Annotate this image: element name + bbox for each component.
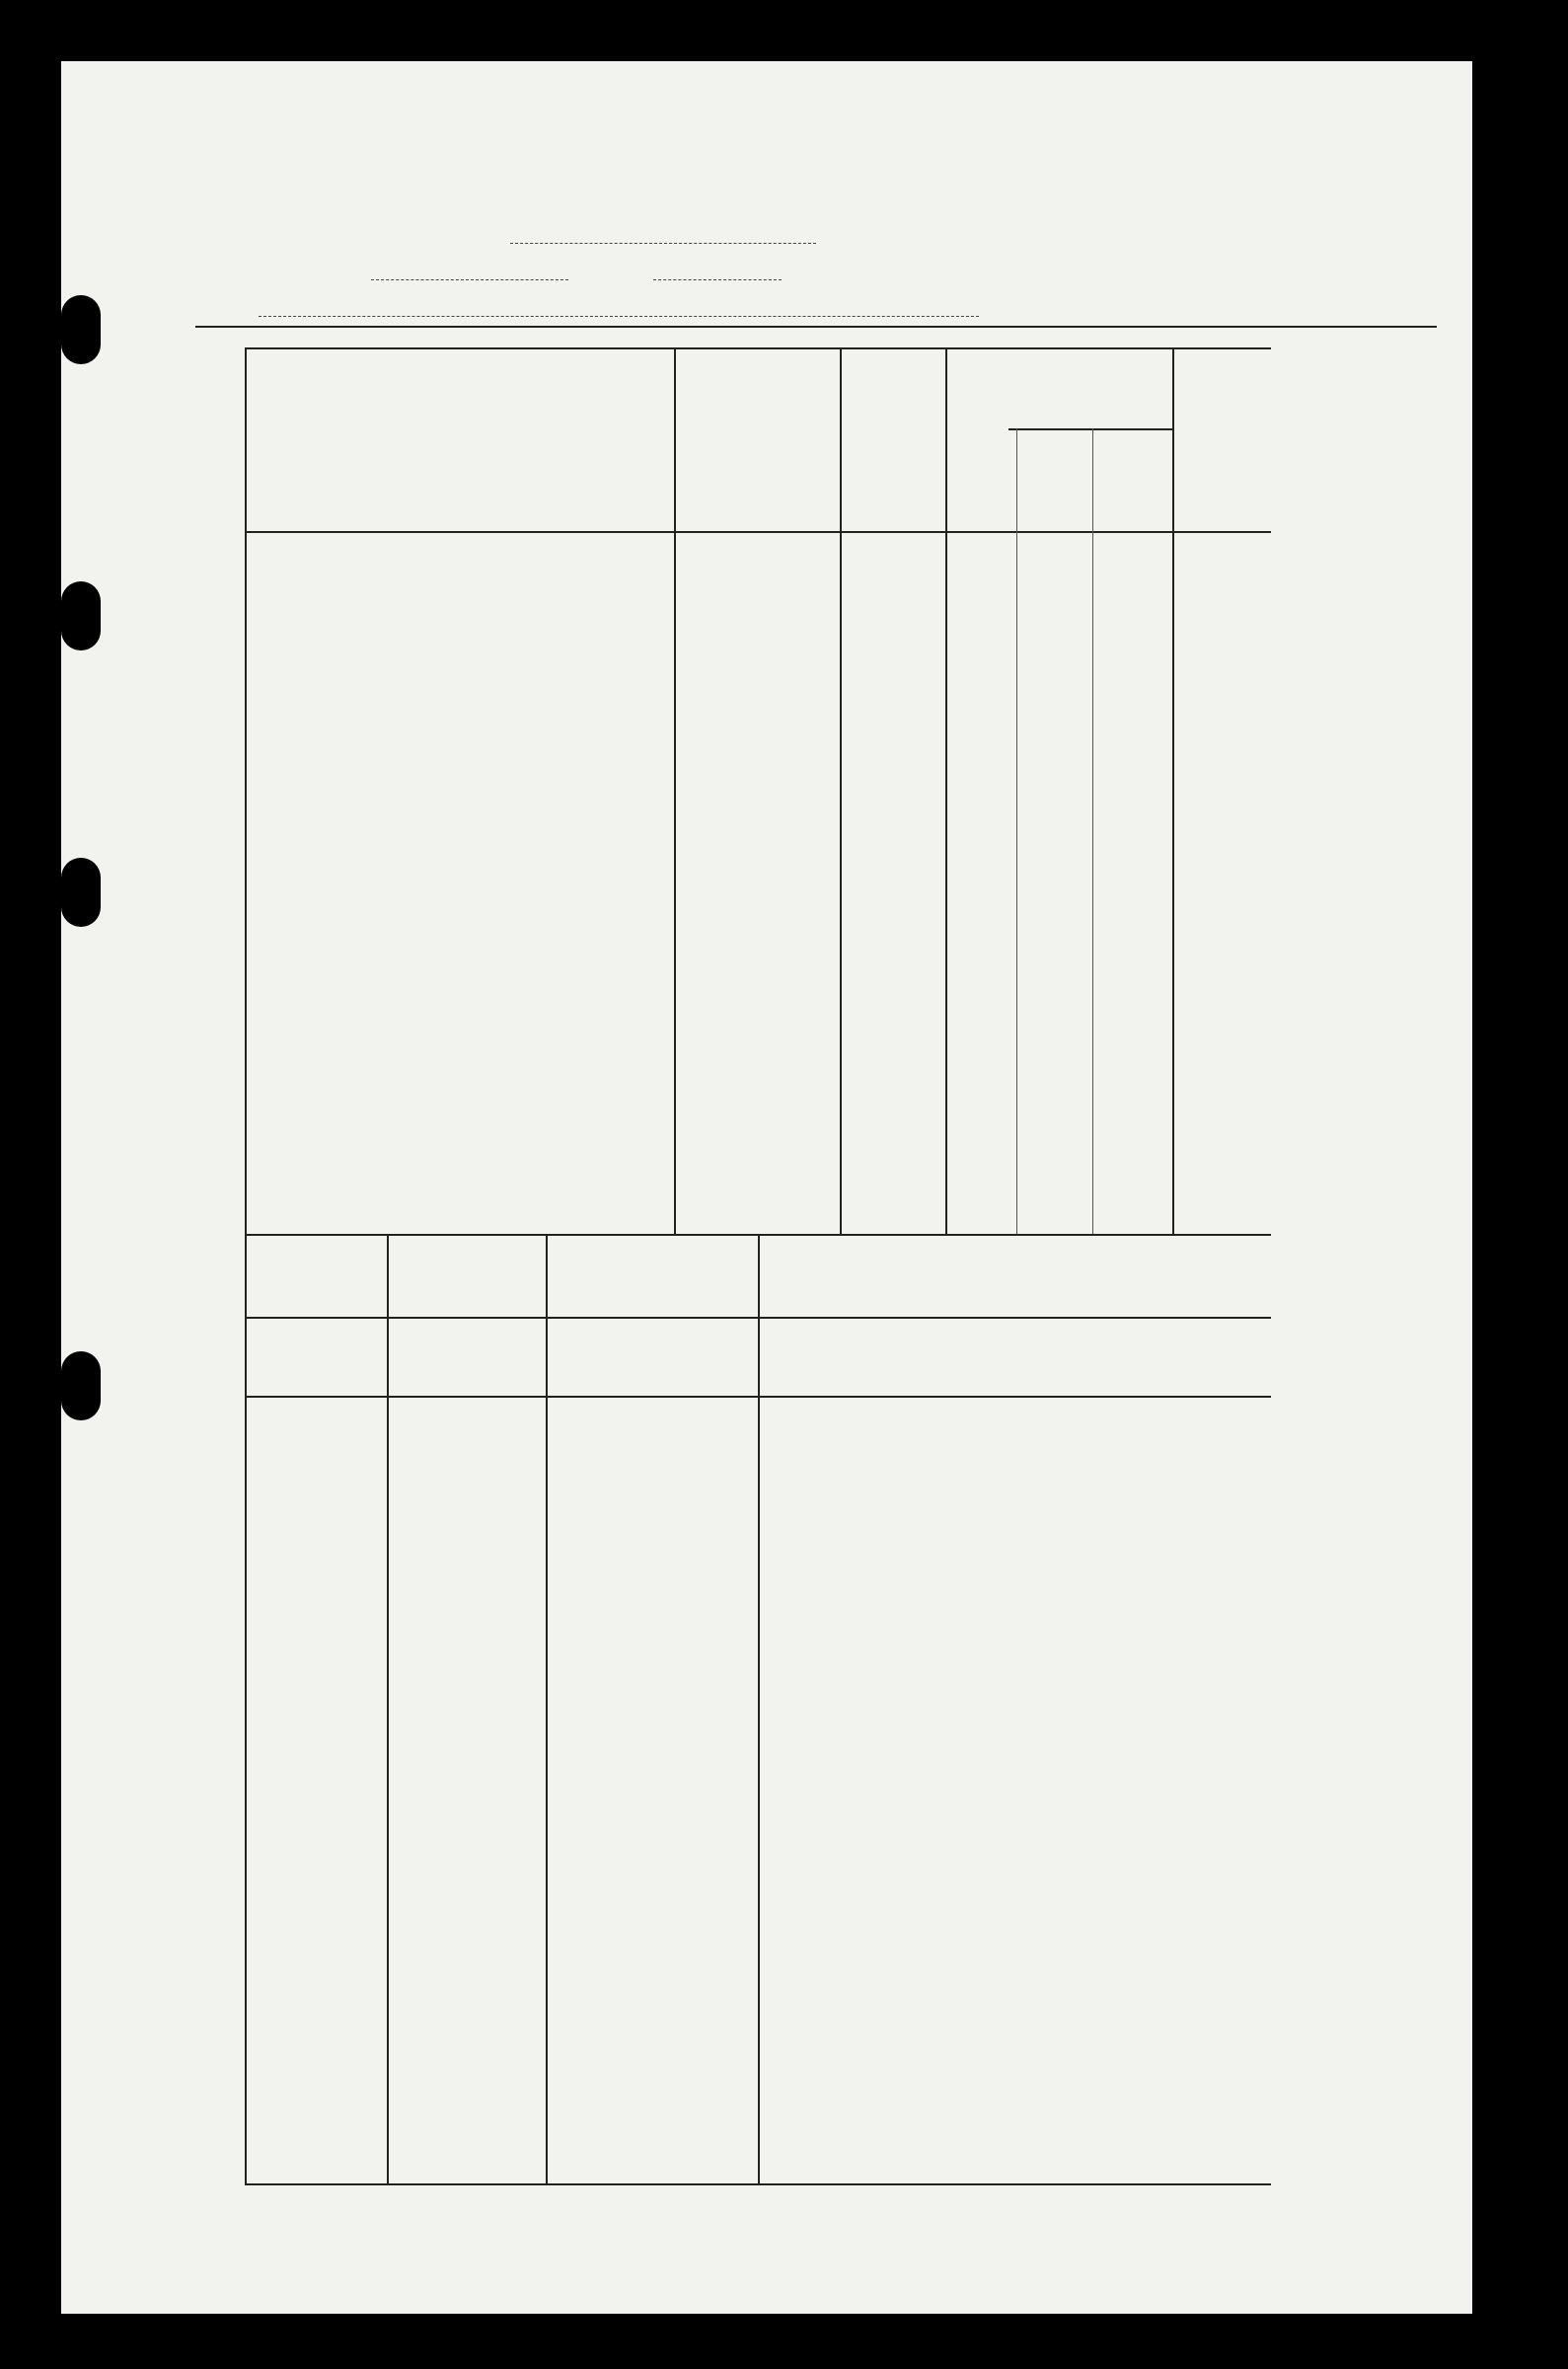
punch-hole bbox=[61, 1351, 101, 1420]
punch-hole bbox=[61, 581, 101, 650]
punch-hole bbox=[61, 295, 101, 364]
punch-hole bbox=[61, 858, 101, 927]
document-page bbox=[61, 61, 1472, 2314]
